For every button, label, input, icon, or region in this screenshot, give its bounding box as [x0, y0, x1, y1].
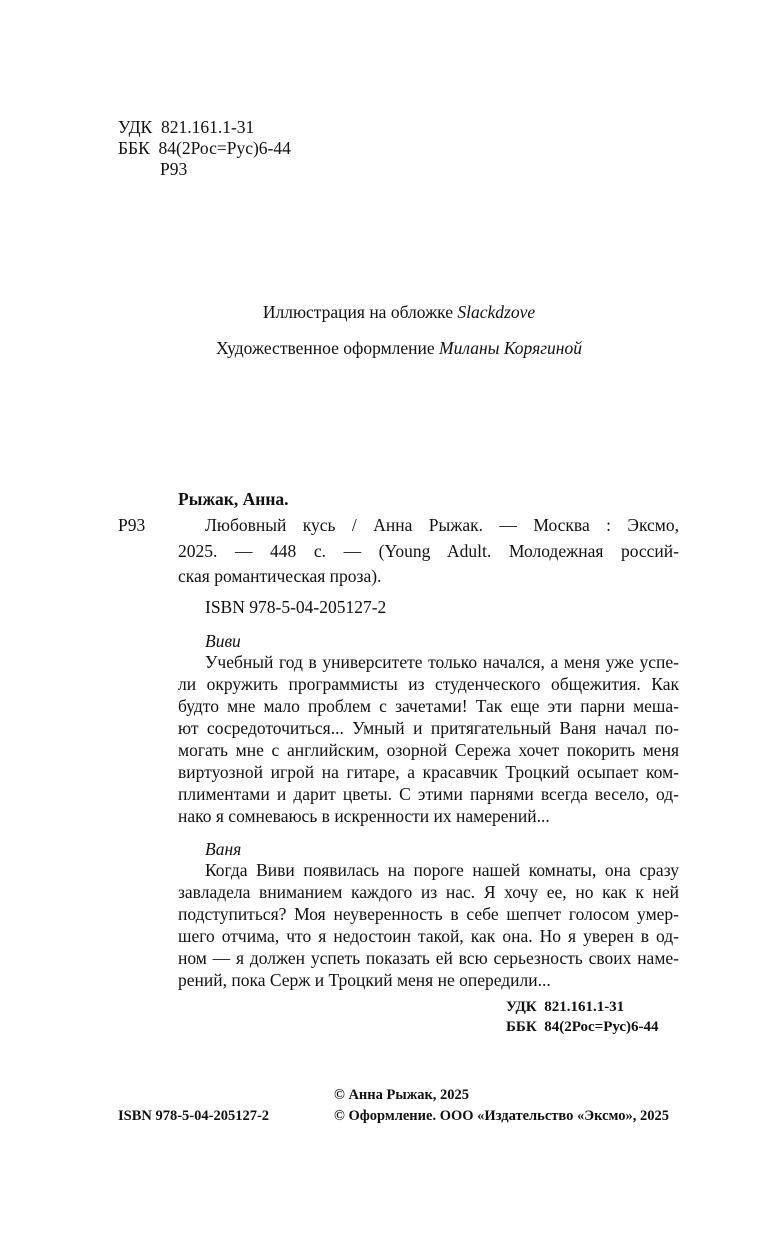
annotation-line: плиментами и дарит цветы. С этими парнями всегда весело, од-: [178, 784, 679, 804]
illustration-credit: [100, 301, 698, 323]
author-sign: Р93: [118, 515, 146, 535]
annotation-line: Учебный год в университете только начался, а меня уже успе-: [205, 652, 679, 672]
section-heading-vanya: Ваня: [205, 839, 242, 859]
illustration-label: Иллюстрация на обложке: [262, 302, 458, 322]
annotation-line: ном — я должен успеть показать ей всю серьезность своих наме-: [178, 948, 679, 968]
isbn-record: ISBN 978-5-04-205127-2: [205, 597, 387, 617]
udk-bottom: УДК 821.161.1-31: [506, 999, 625, 1015]
record-line: 2025. — 448 с. — (Young Adult. Молодежная россий-: [178, 541, 679, 561]
annotation-line: будто мне мало проблем с зачетами! Так еще эти парни меша-: [178, 696, 679, 716]
record-line: Любовный кусь / Анна Рыжак. — Москва : Эксмо,: [205, 515, 679, 535]
design-label: Художественное оформление: [216, 338, 440, 358]
isbn-footer: ISBN 978-5-04-205127-2: [118, 1108, 270, 1124]
annotation-line: ли окружить программисты из студенческого общежития. Как: [178, 674, 679, 694]
copyright-design: © Оформление. ООО «Издательство «Эксмо», 2025: [334, 1108, 669, 1124]
annotation-line: нако я сомневаюсь в искренности их намерений...: [178, 806, 550, 826]
illustrator-name: Slackdzove: [457, 302, 536, 322]
annotation-line: рений, пока Серж и Троцкий меня не опередили...: [178, 970, 551, 990]
annotation-line: Когда Виви появилась на пороге нашей комнаты, она сразу: [205, 860, 679, 880]
annotation-line: виртуозной игрой на гитаре, а красавчик Троцкий осыпает ком-: [178, 762, 679, 782]
udk-top: УДК 821.161.1-31: [118, 117, 255, 137]
design-credit: [100, 337, 698, 359]
author-sign-top: Р93: [160, 159, 188, 179]
bbk-bottom: ББК 84(2Рос=Рус)6-44: [506, 1019, 659, 1035]
annotation-line: могать мне с английским, озорной Сережа хочет покорить меня: [178, 740, 679, 760]
annotation-line: завладела вниманием каждого из нас. Я хочу ее, но как к ней: [178, 882, 679, 902]
bbk-top: ББК 84(2Рос=Рус)6-44: [118, 138, 291, 158]
section-heading-vivi: Виви: [205, 631, 241, 651]
annotation-line: подступиться? Моя неуверенность в себе шепчет голосом умер-: [178, 904, 679, 924]
author-heading: Рыжак, Анна.: [178, 489, 289, 509]
record-line: ская романтическая проза).: [178, 566, 382, 586]
annotation-line: шего отчима, что я недостоин такой, как она. Но я уверен в од-: [178, 926, 679, 946]
annotation-line: ют сосредоточиться... Умный и притягательный Ваня начал по-: [178, 718, 679, 738]
designer-name: Миланы Корягиной: [439, 338, 582, 358]
copyright-author: © Анна Рыжак, 2025: [334, 1087, 470, 1103]
